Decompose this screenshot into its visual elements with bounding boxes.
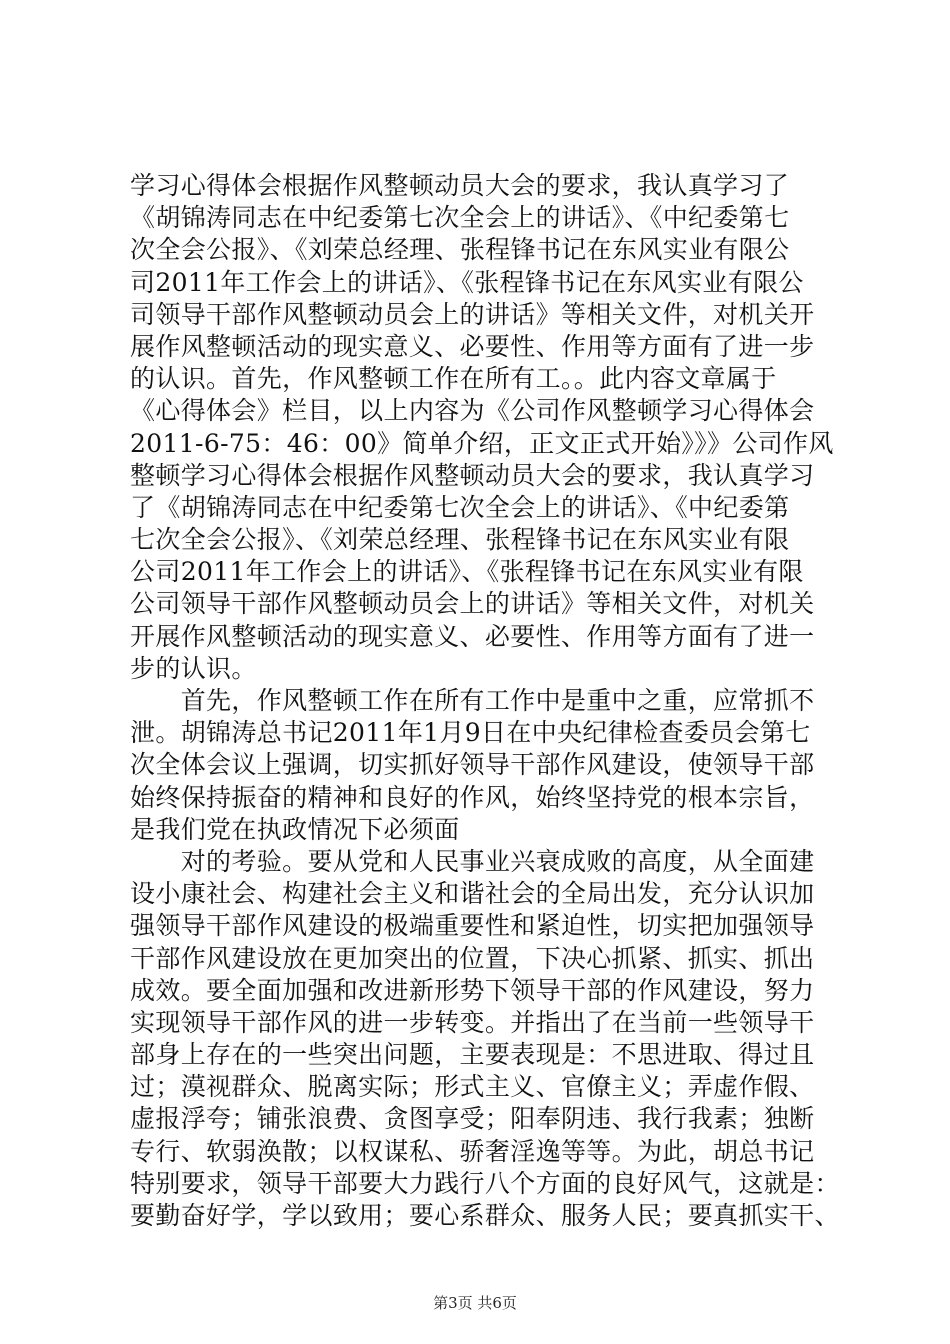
text-line: 学习心得体会根据作风整顿动员大会的要求，我认真学习了	[130, 171, 790, 200]
text-line: 2011-6-75：46：00》简单介绍，正文正式开始》》》公司作风	[130, 428, 834, 458]
text-line: 泄。胡锦涛总书记2011年1月9日在中央纪律检查委员会第七	[130, 718, 811, 748]
text-line: 步的认识。	[130, 653, 257, 683]
body-text	[130, 170, 840, 1232]
text-line: 专行、软弱涣散；以权谋私、骄奢淫逸等等。为此，胡总书记	[130, 1136, 815, 1166]
text-line: 《心得体会》栏目，以上内容为《公司作风整顿学习心得体会	[130, 396, 815, 426]
text-line: 始终保持振奋的精神和良好的作风，始终坚持党的根本宗旨，	[130, 782, 815, 812]
text-line: 过；漠视群众、脱离实际；形式主义、官僚主义；弄虚作假、	[130, 1072, 815, 1102]
text-line: 对的考验。要从党和人民事业兴衰成败的高度，从全面建	[130, 846, 815, 876]
text-line: 整顿学习心得体会根据作风整顿动员大会的要求，我认真学习	[130, 460, 815, 490]
text-line: 司领导干部作风整顿动员会上的讲话》等相关文件，对机关开	[130, 299, 815, 329]
text-line: 强领导干部作风建设的极端重要性和紧迫性，切实把加强领导	[130, 911, 815, 941]
text-line: 部身上存在的一些突出问题，主要表现是：不思进取、得过且	[130, 1040, 815, 1070]
text-line: 次全会公报》、《刘荣总经理、张程锋书记在东风实业有限公	[130, 235, 790, 265]
text-line: 展作风整顿活动的现实意义、必要性、作用等方面有了进一步	[130, 331, 815, 361]
text-line: 七次全会公报》、《刘荣总经理、张程锋书记在东风实业有限	[130, 525, 790, 555]
text-line: 干部作风建设放在更加突出的位置，下决心抓紧、抓实、抓出	[130, 943, 815, 973]
text-line: 特别要求，领导干部要大力践行八个方面的良好风气，这就是：	[130, 1168, 840, 1198]
text-line: 的认识。首先，作风整顿工作在所有工。。此内容文章属于	[130, 364, 777, 394]
text-line: 开展作风整顿活动的现实意义、必要性、作用等方面有了进一	[130, 621, 815, 651]
text-line: 首先，作风整顿工作在所有工作中是重中之重，应常抓不	[130, 686, 815, 715]
text-line: 要勤奋好学，学以致用；要心系群众、服务人民；要真抓实干、	[130, 1201, 840, 1230]
text-line: 了《胡锦涛同志在中纪委第七次全会上的讲话》、《中纪委第	[130, 492, 790, 522]
text-line: 公司2011年工作会上的讲话》、《张程锋书记在东风实业有限	[130, 557, 804, 587]
text-line: 实现领导干部作风的进一步转变。并指出了在当前一些领导干	[130, 1007, 815, 1037]
text-line: 司2011年工作会上的讲话》、《张程锋书记在东风实业有限公	[130, 267, 804, 297]
text-line: 次全体会议上强调，切实抓好领导干部作风建设，使领导干部	[130, 750, 815, 780]
text-line: 设小康社会、构建社会主义和谐社会的全局出发，充分认识加	[130, 879, 815, 909]
text-line: 《胡锦涛同志在中纪委第七次全会上的讲话》、《中纪委第七	[130, 203, 790, 233]
text-line: 是我们党在执政情况下必须面	[130, 814, 460, 844]
page-number-footer: 第3页 共6页	[433, 1294, 517, 1312]
text-line: 公司领导干部作风整顿动员会上的讲话》等相关文件，对机关	[130, 589, 815, 619]
text-line: 成效。要全面加强和改进新形势下领导干部的作风建设，努力	[130, 975, 815, 1005]
text-line: 虚报浮夸；铺张浪费、贪图享受；阳奉阴违、我行我素；独断	[130, 1104, 815, 1134]
